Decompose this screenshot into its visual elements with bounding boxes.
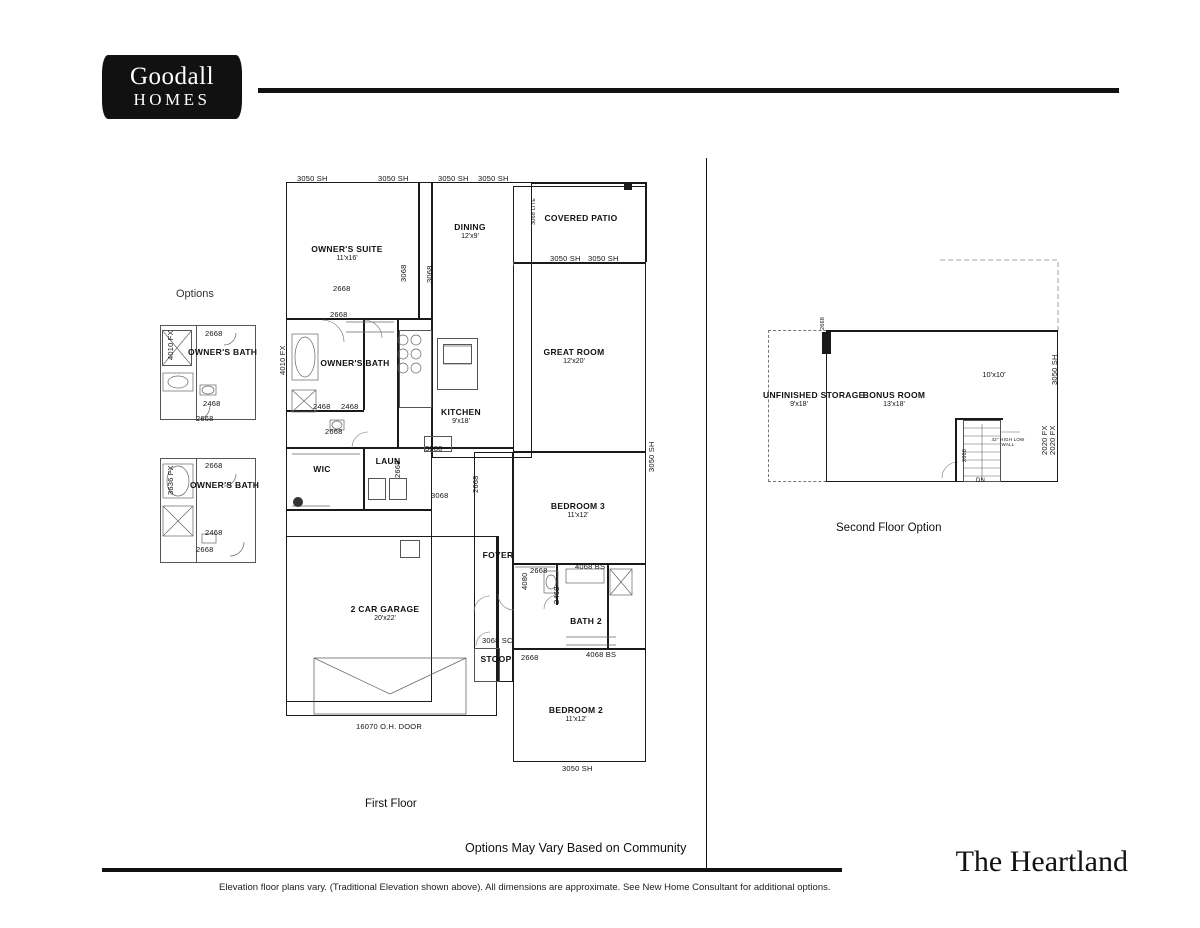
option-1-room bbox=[188, 347, 258, 357]
ff-room-bedroom3-dim: 11'x12' bbox=[567, 512, 589, 519]
ff-room-covered-patio bbox=[542, 213, 620, 223]
ff-room-foyer-name: FOYER bbox=[482, 550, 514, 560]
sf-tag-2020fx-b: 2020 FX bbox=[1040, 425, 1049, 455]
ff-window-tag-8: 3050 SH bbox=[647, 441, 656, 472]
ff-room-garage bbox=[340, 604, 430, 623]
sf-room-bonus-dim: 13'x18' bbox=[883, 401, 905, 408]
option-2-tag-3636fx: 3636 FX bbox=[166, 465, 175, 495]
sf-wall-top bbox=[826, 330, 1058, 332]
disclaimer-text: Elevation floor plans vary. (Traditional Elevation shown above). All dimensions are approximate. See New Home Consultant for additional options. bbox=[219, 882, 831, 893]
ff-owners-bath-fixtures bbox=[286, 320, 436, 460]
sf-room-storage bbox=[763, 390, 865, 409]
sf-tag-2668-b: 2668 bbox=[962, 448, 968, 462]
ff-room-great-room bbox=[536, 347, 612, 366]
ff-room-bath2-name: BATH 2 bbox=[570, 616, 602, 626]
option-2-tag-2468: 2468 bbox=[205, 528, 223, 537]
ff-window-tag-7: 3050 SH bbox=[562, 764, 593, 773]
ff-garage-door-tag: 16070 O.H. DOOR bbox=[356, 722, 422, 731]
vertical-divider bbox=[706, 158, 707, 870]
ff-room-bedroom2-dim: 11'x12' bbox=[565, 716, 587, 723]
ff-door-tag-15: 4068 BS bbox=[586, 650, 617, 659]
ff-room-garage-dim: 20'x22' bbox=[374, 615, 396, 622]
ff-room-laun-name: LAUN bbox=[375, 456, 401, 466]
ff-door-tag-12: 4068 BS bbox=[575, 562, 606, 571]
ff-door-tag-2: 2668 bbox=[330, 310, 348, 319]
ff-dryer bbox=[389, 478, 407, 500]
ff-tag-4010fx: 4010 FX bbox=[278, 345, 287, 375]
sf-tag-3050sh: 3050 SH bbox=[1050, 354, 1059, 385]
ff-door-tag-4: 2468 bbox=[313, 402, 331, 411]
ff-room-covered-patio-name: COVERED PATIO bbox=[544, 213, 618, 223]
sf-room-extra-dim: 10'x10' bbox=[982, 370, 1006, 379]
ff-garage-util bbox=[400, 540, 420, 558]
ff-washer bbox=[368, 478, 386, 500]
ff-corner-post bbox=[624, 182, 632, 190]
logo-line-1: Goodall bbox=[129, 63, 215, 90]
option-2-tag-2668: 2668 bbox=[205, 461, 223, 470]
option-1-room-name: OWNER'S BATH bbox=[188, 347, 258, 357]
option-2-room-name: OWNER'S BATH bbox=[190, 480, 260, 490]
ff-door-tag-5: 2468 bbox=[341, 402, 359, 411]
ff-room-great-room-name: GREAT ROOM bbox=[543, 347, 605, 357]
sf-room-extra bbox=[968, 370, 1020, 379]
ff-room-dining bbox=[437, 222, 503, 241]
ff-room-bath2 bbox=[558, 616, 614, 626]
header-rule bbox=[258, 88, 1119, 93]
ff-room-bedroom2-name: BEDROOM 2 bbox=[548, 705, 604, 715]
option-1-fixtures bbox=[160, 325, 260, 425]
ff-tag-3068: 3068 bbox=[425, 265, 434, 283]
ff-wall-v8 bbox=[645, 182, 647, 262]
ff-room-dining-dim: 12'x9' bbox=[461, 233, 479, 240]
ff-window-tag-3: 3050 SH bbox=[438, 174, 469, 183]
ff-window-tag-6: 3050 SH bbox=[588, 254, 619, 263]
ff-door-tag-11: 2668 bbox=[530, 566, 548, 575]
ff-room-owners-suite-name: OWNER'S SUITE bbox=[311, 244, 383, 254]
ff-room-garage-name: 2 CAR GARAGE bbox=[350, 604, 420, 614]
sf-tag-dn: DN bbox=[976, 478, 986, 484]
options-label: Options bbox=[176, 288, 214, 300]
ff-window-tag-4: 3050 SH bbox=[478, 174, 509, 183]
goodall-homes-logo bbox=[102, 55, 242, 119]
ff-door-tag-6: 2668 bbox=[325, 427, 343, 436]
ff-room-dining-name: DINING bbox=[454, 222, 486, 232]
sf-tag-2020fx-a: 2020 FX bbox=[1048, 425, 1057, 455]
sf-stair-treads bbox=[960, 418, 1080, 498]
ff-great-room-outline bbox=[513, 186, 646, 452]
ff-room-owners-bath-name: OWNER'S BATH bbox=[320, 358, 390, 368]
ff-door-tag-13: 2468 bbox=[552, 586, 561, 604]
ff-room-wic-name: WIC bbox=[313, 464, 331, 474]
ff-door-tag-9: 3068 bbox=[431, 491, 449, 500]
option-1-tag-2468: 2468 bbox=[203, 399, 221, 408]
ff-tag-3068lite: 3068 LITE bbox=[531, 197, 537, 225]
first-floor-caption: First Floor bbox=[365, 798, 417, 810]
ff-door-tag-16: 3068 SC bbox=[482, 636, 513, 645]
sf-tag-low-wall: 42" HIGH LOW WALL bbox=[991, 437, 1025, 447]
option-2-tag-2668b: 2668 bbox=[196, 545, 214, 554]
options-vary-note: Options May Vary Based on Community bbox=[465, 841, 687, 855]
ff-door-tag-3: 3068 bbox=[399, 264, 408, 282]
ff-room-laun bbox=[366, 456, 410, 466]
ff-room-stoop bbox=[470, 654, 522, 664]
logo-line-2: HOMES bbox=[133, 90, 211, 109]
option-1-tag-2668b: 2668 bbox=[196, 414, 214, 423]
ff-room-owners-bath bbox=[316, 358, 394, 368]
ff-wic-shelving bbox=[290, 450, 370, 520]
ff-patio-edge bbox=[513, 262, 514, 266]
ff-room-owners-suite bbox=[302, 244, 392, 263]
ff-door-tag-8: 2668 bbox=[393, 460, 402, 478]
sf-wall-stub bbox=[822, 332, 831, 354]
ff-garage-door-apron bbox=[286, 658, 501, 718]
ff-door-tag-14: 2668 bbox=[521, 653, 539, 662]
ff-room-stoop-name: STOOP bbox=[480, 654, 512, 664]
ff-room-kitchen bbox=[425, 407, 497, 426]
option-1-tag-4010fx: 4010 FX bbox=[166, 330, 175, 360]
ff-window-tag-1: 3050 SH bbox=[297, 174, 328, 183]
ff-room-owners-suite-dim: 11'x16' bbox=[336, 255, 358, 262]
ff-door-tag-10: 2668 bbox=[471, 475, 480, 493]
plan-name: The Heartland bbox=[955, 845, 1128, 878]
ff-room-foyer bbox=[472, 550, 524, 560]
ff-door-tag-1: 2668 bbox=[333, 284, 351, 293]
ff-room-bedroom3-name: BEDROOM 3 bbox=[550, 501, 606, 511]
second-floor-caption: Second Floor Option bbox=[836, 522, 942, 534]
option-1-tag-2668: 2668 bbox=[205, 329, 223, 338]
ff-room-kitchen-dim: 9'x18' bbox=[452, 418, 470, 425]
ff-tag-4080a: 4080 bbox=[520, 572, 529, 590]
ff-window-tag-2: 3050 SH bbox=[378, 174, 409, 183]
sf-room-bonus bbox=[858, 390, 930, 409]
ff-window-tag-5: 3050 SH bbox=[550, 254, 581, 263]
sf-room-storage-dim: 9'x18' bbox=[790, 401, 808, 408]
ff-wall-v4 bbox=[418, 182, 420, 318]
ff-room-kitchen-name: KITCHEN bbox=[441, 407, 481, 417]
ff-room-bedroom2 bbox=[536, 705, 616, 724]
ff-room-wic bbox=[300, 464, 344, 474]
ff-room-bedroom3 bbox=[538, 501, 618, 520]
ff-room-great-room-dim: 12'x20' bbox=[563, 358, 585, 365]
sf-wall-v1 bbox=[955, 418, 957, 482]
sf-room-storage-name: UNFINISHED STORAGE bbox=[763, 390, 865, 400]
sf-wall-h1 bbox=[955, 418, 1003, 420]
ff-door-tag-7: 3080 bbox=[425, 444, 443, 453]
option-2-room bbox=[190, 480, 260, 490]
sf-tag-2668-a: 2668 bbox=[820, 316, 826, 330]
sf-room-bonus-name: BONUS ROOM bbox=[862, 390, 926, 400]
footer-rule bbox=[102, 868, 842, 872]
